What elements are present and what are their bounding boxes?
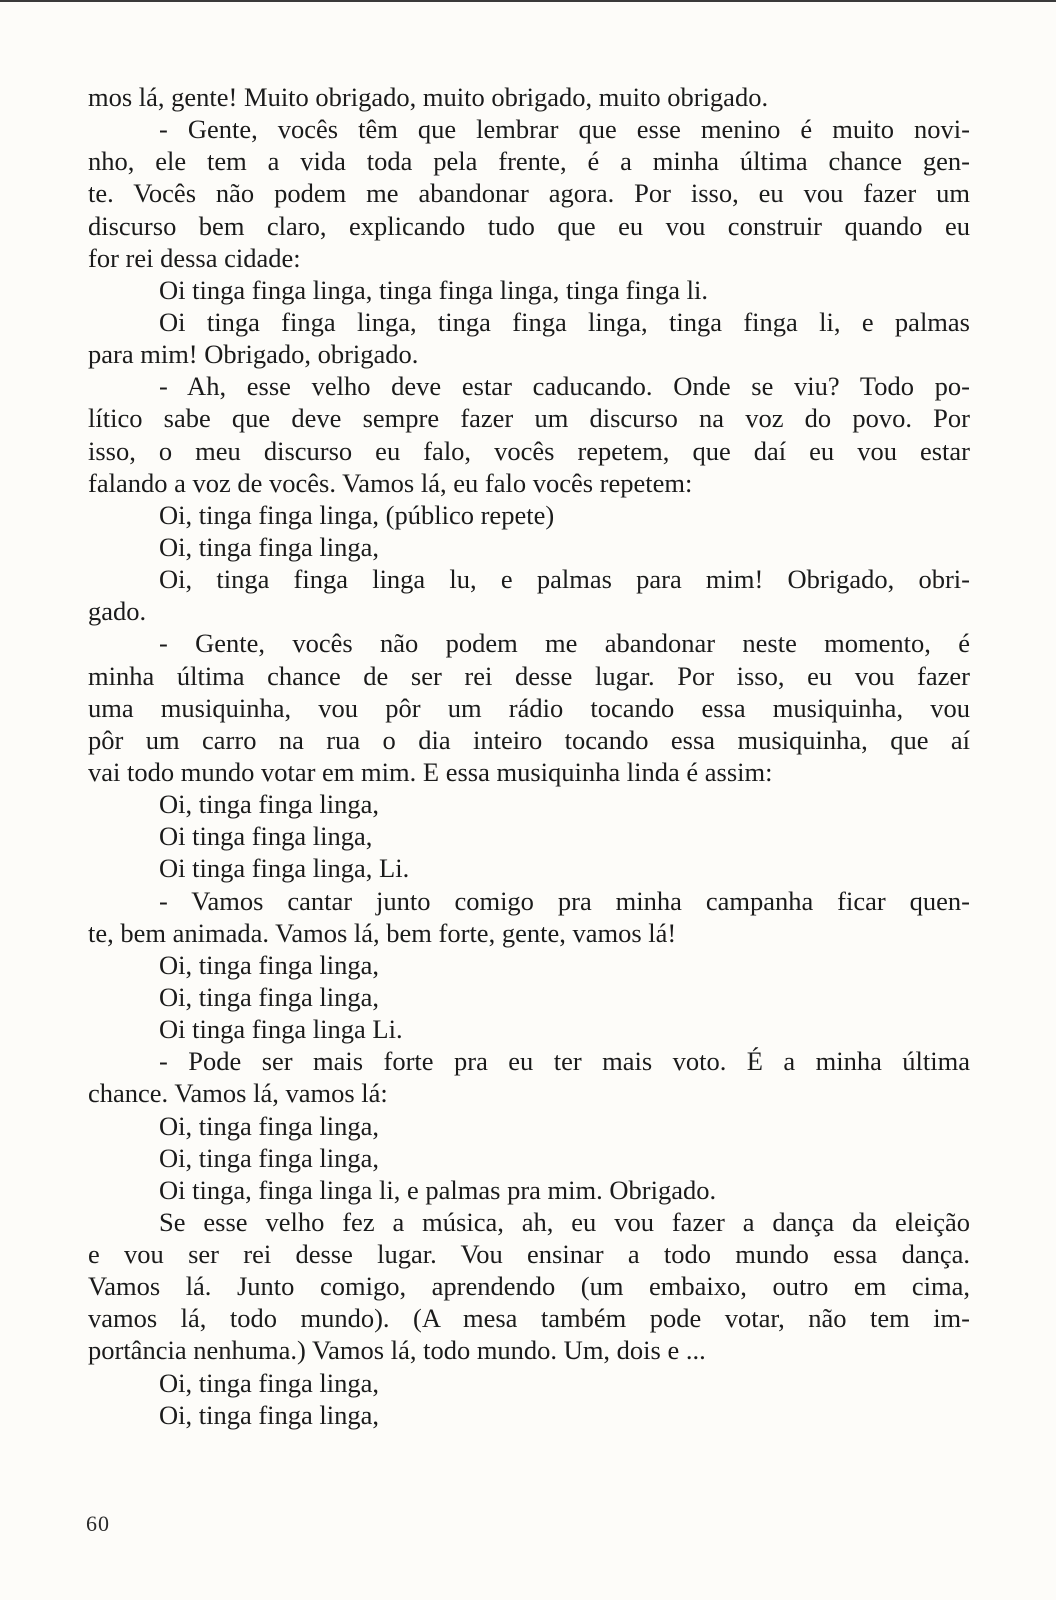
text-line: Oi tinga finga linga, tinga finga linga, tinga finga li.: [159, 274, 709, 305]
text-line: Oi, tinga finga linga, (público repete): [159, 499, 555, 530]
text-line: Oi, tinga finga linga,: [159, 1142, 380, 1173]
text-line: Oi, tinga finga linga,: [159, 531, 380, 562]
text-line: Oi tinga finga linga, tinga finga linga, tinga finga li, e palmas: [159, 306, 970, 337]
text-line: Oi, tinga finga linga lu, e palmas para mim! Obrigado, obri-: [159, 564, 970, 595]
text-line: vamos lá, todo mundo). (A mesa também pode votar, não tem im-: [88, 1303, 970, 1334]
text-line: - Gente, vocês não podem me abandonar neste momento, é: [159, 628, 970, 659]
page-body-text: [88, 81, 970, 1431]
text-line: Oi tinga finga linga,: [159, 821, 373, 852]
text-line: Oi, tinga finga linga,: [159, 1399, 380, 1430]
text-line: - Pode ser mais forte pra eu ter mais voto. É a minha última: [159, 1046, 970, 1077]
text-line: nho, ele tem a vida toda pela frente, é a minha última chance gen-: [88, 146, 970, 177]
text-line: - Ah, esse velho deve estar caducando. Onde se viu? Todo po-: [159, 371, 970, 402]
text-line: lítico sabe que deve sempre fazer um discurso na voz do povo. Por: [88, 403, 970, 434]
text-line: Oi tinga, finga linga li, e palmas pra mim. Obrigado.: [159, 1174, 717, 1205]
page-number: 60: [86, 1511, 110, 1536]
text-line: - Vamos cantar junto comigo pra minha campanha ficar quen-: [159, 885, 970, 916]
text-line: Vamos lá. Junto comigo, aprendendo (um embaixo, outro em cima,: [88, 1271, 970, 1302]
text-line: Oi, tinga finga linga,: [159, 1367, 380, 1398]
text-line: uma musiquinha, vou pôr um rádio tocando essa musiquinha, vou: [88, 692, 970, 723]
text-line: Oi, tinga finga linga,: [159, 981, 380, 1012]
text-line: Oi tinga finga linga, Li.: [159, 853, 410, 884]
text-line: falando a voz de vocês. Vamos lá, eu falo vocês repetem:: [88, 467, 693, 498]
text-line: Oi tinga finga linga Li.: [159, 1014, 403, 1045]
text-line: minha última chance de ser rei desse lugar. Por isso, eu vou fazer: [88, 660, 970, 691]
text-line: Oi, tinga finga linga,: [159, 949, 380, 980]
text-line: para mim! Obrigado, obrigado.: [88, 339, 419, 370]
text-line: e vou ser rei desse lugar. Vou ensinar a todo mundo essa dança.: [88, 1239, 970, 1270]
top-border-rule: [0, 0, 1056, 2]
text-line: te, bem animada. Vamos lá, bem forte, gente, vamos lá!: [88, 917, 677, 948]
text-line: vai todo mundo votar em mim. E essa musiquinha linda é assim:: [88, 756, 773, 787]
text-line: chance. Vamos lá, vamos lá:: [88, 1078, 388, 1109]
text-line: gado.: [88, 596, 147, 627]
text-line: Oi, tinga finga linga,: [159, 1110, 380, 1141]
text-line: Oi, tinga finga linga,: [159, 789, 380, 820]
text-line: isso, o meu discurso eu falo, vocês repetem, que daí eu vou estar: [88, 435, 970, 466]
text-line: mos lá, gente! Muito obrigado, muito obrigado, muito obrigado.: [88, 82, 769, 112]
text-line: te. Vocês não podem me abandonar agora. Por isso, eu vou fazer um: [88, 178, 970, 209]
text-line: - Gente, vocês têm que lembrar que esse menino é muito novi-: [159, 114, 970, 145]
text-line: portância nenhuma.) Vamos lá, todo mundo. Um, dois e ...: [88, 1335, 706, 1366]
text-line: discurso bem claro, explicando tudo que eu vou construir quando eu: [88, 210, 970, 241]
text-line: Se esse velho fez a música, ah, eu vou fazer a dança da eleição: [159, 1206, 970, 1237]
text-line: pôr um carro na rua o dia inteiro tocando essa musiquinha, que aí: [88, 724, 970, 755]
text-line: for rei dessa cidade:: [88, 242, 301, 273]
